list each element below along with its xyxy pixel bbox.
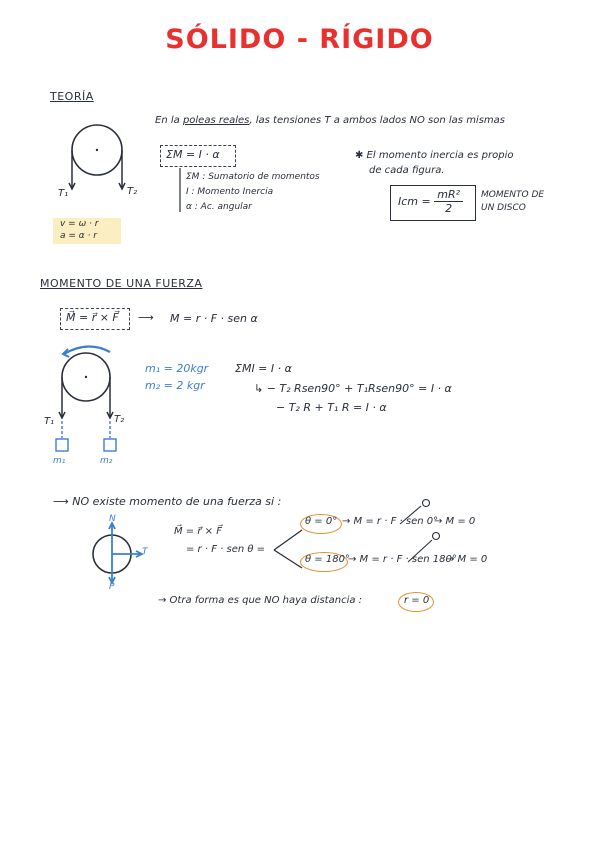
case2-cancel-mark [404,530,444,566]
momento-heading: MOMENTO DE UNA FUERZA [40,277,203,290]
m1-label: m₁ [53,456,66,466]
m2-value: m₂ = 2 kgr [145,379,205,392]
m2-label: m₂ [100,456,113,466]
t1-label-teoria: T₁ [58,188,69,199]
page-title: SÓLIDO - RÍGIDO [165,24,434,55]
case2-middle: → M = r · F · sen 180° [348,554,457,565]
main-equation: ΣM = I · α [166,148,220,161]
inertia-caption-1: MOMENTO DE [481,190,545,200]
moment-step-2: − T₂ R + T₁ R = I · α [276,401,387,414]
case1-result: → M = 0 [434,516,476,527]
vector-equation: M⃗ = r⃗ × F⃗ [66,311,119,324]
case1-condition: θ = 0° [305,516,338,527]
inertia-note-line2: de cada figura. [369,165,445,176]
inertia-lhs: Icm = [398,195,431,208]
equation-arrow: ⟶ [138,311,154,324]
t2-label-masses: T₂ [114,414,125,425]
moment-step-1: ↳ − T₂ Rsen90° + T₁Rsen90° = I · α [254,382,452,395]
legend-inertia: I : Momento Inercia [186,187,274,197]
no-moment-vector-eq: M⃗ = r⃗ × F⃗ [174,526,222,537]
case2-condition: θ = 180° [305,554,350,565]
case2-result: → M = 0 [446,554,488,565]
inertia-numerator: mR² [434,188,463,202]
legend-alpha: α : Ac. angular [186,202,252,212]
intro-suffix: , las tensiones T a ambos lados NO son las mismas [249,115,505,126]
case1-middle: → M = r · F · sen 0° [342,516,439,527]
other-condition: r = 0 [404,595,430,606]
inertia-formula [398,188,463,215]
intro-underlined: poleas reales [182,115,250,126]
moment-sum-equation: ΣMI = I · α [235,362,292,375]
kinematics-v: v = ω · r [60,219,99,229]
inertia-caption-2: UN DISCO [481,203,526,213]
tension-force-label: T [142,547,148,557]
m1-value: m₁ = 20kgr [145,362,209,375]
inertia-denominator: 2 [445,202,453,215]
kinematics-a: a = α · r [60,231,97,241]
other-way-text: → Otra forma es que NO haya distancia : [158,595,363,606]
t1-label-masses: T₁ [44,416,55,427]
case1-cancel-mark [395,498,435,528]
intro-prefix: En la [155,115,180,126]
inertia-note-line1: ✱ El momento inercia es propio [355,150,514,161]
weight-force-label: P [109,582,115,592]
no-moment-intro: ⟶ NO existe momento de una fuerza si : [53,495,282,508]
t2-label-teoria: T₂ [127,186,138,197]
teoria-heading: TEORÍA [50,90,94,103]
pulley-diagram-masses [50,342,130,452]
no-moment-scalar-eq: = r · F · sen θ = [186,544,266,555]
teoria-intro [155,115,505,126]
scalar-equation: M = r · F · sen α [170,312,258,325]
normal-force-label: N [109,514,116,524]
legend-sum: ΣM : Sumatorio de momentos [186,172,320,182]
legend-bracket [176,168,186,214]
